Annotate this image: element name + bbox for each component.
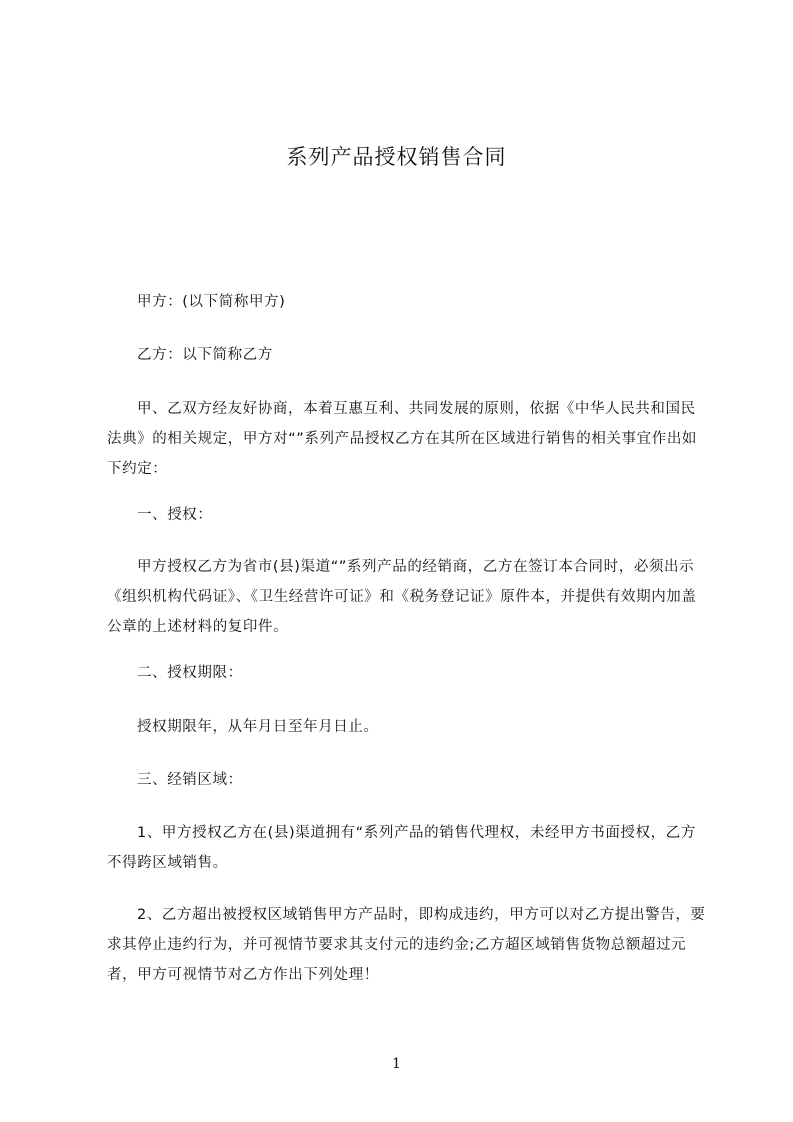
party-a-line: 甲方：(以下简称甲方) xyxy=(137,294,286,310)
section-heading-authorization: 一、授权： xyxy=(137,507,213,523)
page-number: 1 xyxy=(392,1056,401,1072)
region-clause-2: 2、乙方超出被授权区域销售甲方产品时，即构成违约，甲方可以对乙方提出警告，要求其停止违约行为，并可视情节要求其支付元的违约金;乙方超区域销售货物总额超过元者，甲方可视情节对乙方作出下列处理！ xyxy=(107,907,706,983)
section-heading-term: 二、授权期限： xyxy=(137,665,243,681)
section-heading-region: 三、经销区域： xyxy=(137,772,243,788)
term-paragraph: 授权期限年，从年月日至年月日止。 xyxy=(137,719,379,735)
preamble-paragraph: 甲、乙双方经友好协商，本着互惠互利、共同发展的原则，依据《中华人民共和国民法典》的相关规定，甲方对“”系列产品授权乙方在其所在区域进行销售的相关事宜作出如下约定： xyxy=(107,401,698,477)
contract-title: 系列产品授权销售合同 xyxy=(286,145,507,169)
authorization-paragraph: 甲方授权乙方为省市(县)渠道“”系列产品的经销商，乙方在签订本合同时，必须出示《组织机构代码证》、《卫生经营许可证》和《税务登记证》原件本，并提供有效期内加盖公章的上述材料的复印件。 xyxy=(107,559,697,635)
region-clause-1: 1、甲方授权乙方在(县)渠道拥有“系列产品的销售代理权，未经甲方书面授权，乙方不得跨区域销售。 xyxy=(107,825,696,871)
party-b-line: 乙方：以下简称乙方 xyxy=(137,347,273,363)
